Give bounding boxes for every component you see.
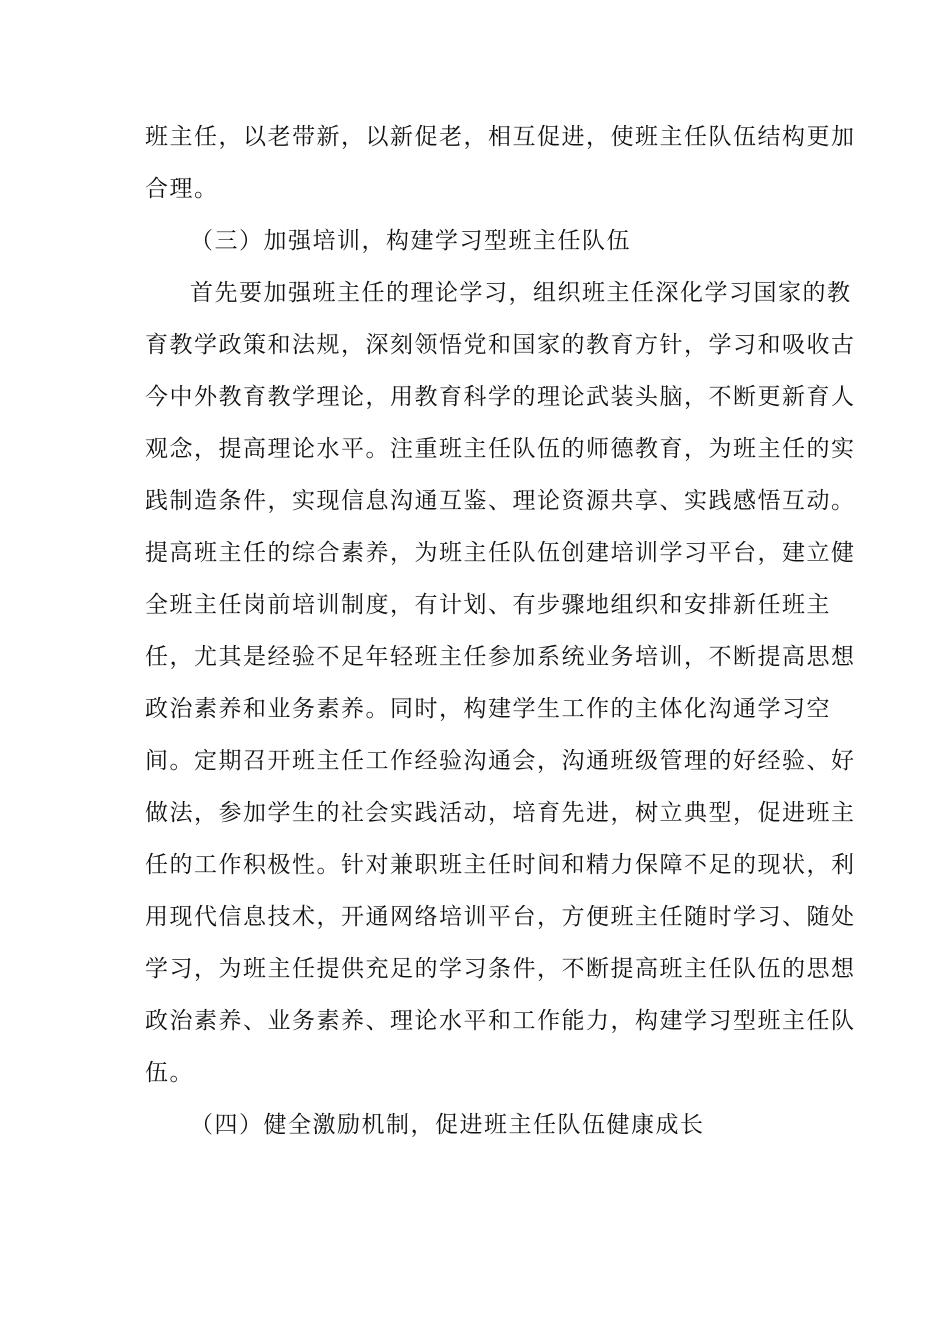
text-line: 践制造条件，实现信息沟通互鉴、理论资源共享、实践感悟互动。	[145, 488, 856, 514]
text-line: 育教学政策和法规，深刻领悟党和国家的教育方针，学习和吸收古	[145, 332, 856, 358]
text-line: 今中外教育教学理论，用教育科学的理论武装头脑，不断更新育人	[145, 384, 856, 410]
text-line: 提高班主任的综合素养，为班主任队伍创建培训学习平台，建立健	[145, 540, 856, 566]
text-line: 班主任，以老带新，以新促老，相互促进，使班主任队伍结构更加	[145, 124, 856, 150]
text-line: 首先要加强班主任的理论学习，组织班主任深化学习国家的教	[190, 280, 852, 306]
text-line: 任的工作积极性。针对兼职班主任时间和精力保障不足的现状，利	[145, 852, 856, 878]
text-line: 伍。	[145, 1060, 194, 1086]
text-line: 学习，为班主任提供充足的学习条件，不断提高班主任队伍的思想	[145, 956, 856, 982]
text-line: 做法，参加学生的社会实践活动，培育先进，树立典型，促进班主	[145, 800, 856, 826]
text-line: 任，尤其是经验不足年轻班主任参加系统业务培训，不断提高思想	[145, 644, 856, 670]
text-line: 观念，提高理论水平。注重班主任队伍的师德教育，为班主任的实	[145, 436, 856, 462]
section-heading: （四）健全激励机制，促进班主任队伍健康成长	[190, 1112, 705, 1138]
text-line: 间。定期召开班主任工作经验沟通会，沟通班级管理的好经验、好	[145, 748, 856, 774]
text-line: 用现代信息技术，开通网络培训平台，方便班主任随时学习、随处	[145, 904, 856, 930]
section-heading: （三）加强培训，构建学习型班主任队伍	[190, 228, 631, 254]
text-line: 合理。	[145, 176, 219, 202]
text-line: 政治素养和业务素养。同时，构建学生工作的主体化沟通学习空	[145, 696, 831, 722]
text-line: 政治素养、业务素养、理论水平和工作能力，构建学习型班主任队	[145, 1008, 856, 1034]
text-line: 全班主任岗前培训制度，有计划、有步骤地组织和安排新任班主	[145, 592, 831, 618]
